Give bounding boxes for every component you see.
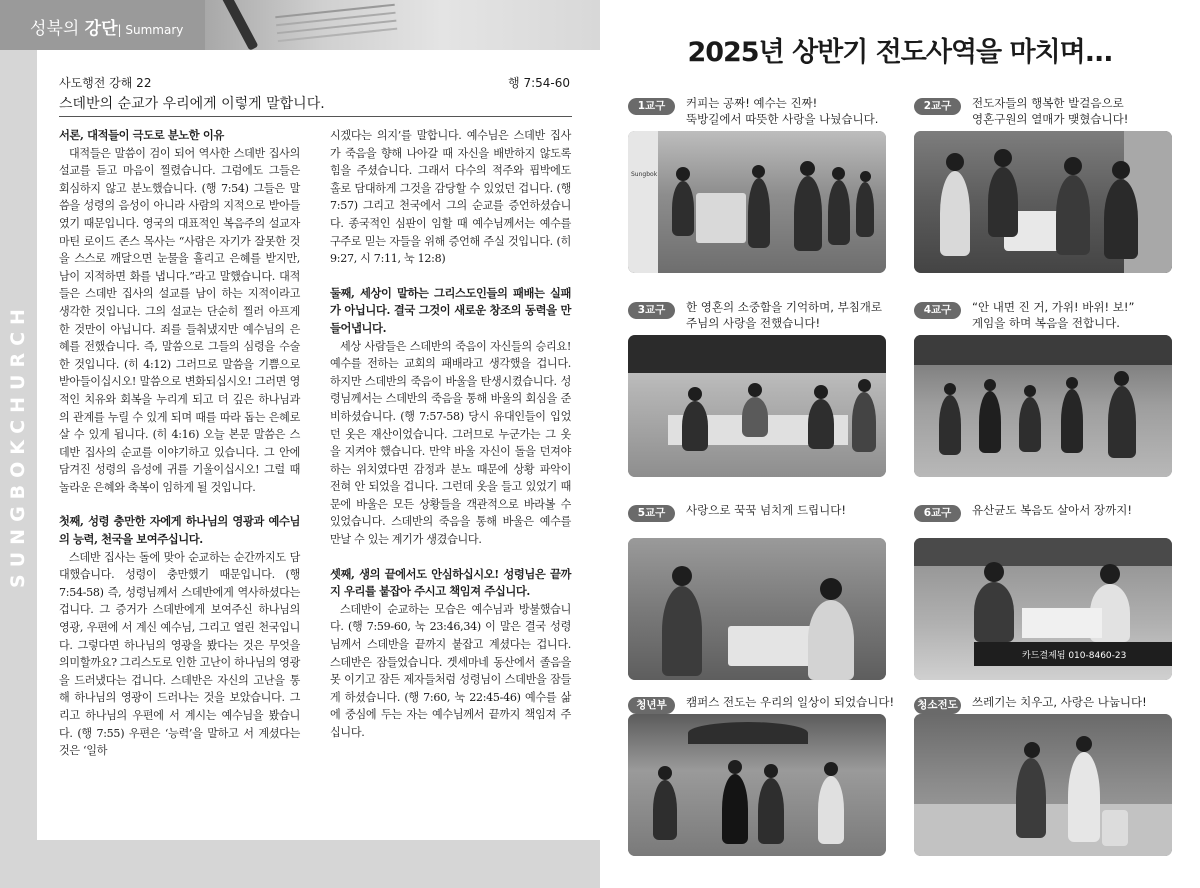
sermon-column-1 <box>59 127 300 760</box>
evangelism-card <box>628 299 886 477</box>
pancake-outreach-photo <box>628 335 886 477</box>
section-heading: 첫째, 성령 충만한 자에게 하나님의 영광과 예수님의 능력, 천국을 보여주십니다. <box>59 514 300 547</box>
umbrella <box>688 722 808 744</box>
section-heading: 서론, 대적들이 극도로 분노한 이유 <box>59 128 224 142</box>
food-sharing-photo <box>628 538 886 680</box>
page-header <box>0 0 600 50</box>
evangelism-card <box>914 694 1172 856</box>
yogurt-outreach-photo <box>914 538 1172 680</box>
district-badge: 2교구 <box>914 98 961 115</box>
sermon-column-2 <box>330 127 571 742</box>
street-outreach-photo <box>914 131 1172 273</box>
district-badge: 4교구 <box>914 302 961 319</box>
paragraph: 스데반이 순교하는 모습은 예수님과 방불했습니다. (행 7:59-60, 눅 23:46,34) 이 말은 결국 성령님께서 스데반을 끝까지 붙잡고 계셨다는 겁니다. 스데반은 잠들었습니다. 겟세마네 동산에서 졸음을 못 이기고 잠든 제자들처럼 성령님이 스데반을 잠들게 하셨습니다. (행 7:60, 눅 22:45-46) 예수를 삶에 중심에 두는 자는 예수님께서 끝까지 책임져 주십니다. <box>330 602 571 739</box>
section-heading: 셋째, 생의 끝에서도 안심하십시오! 성령님은 끝까지 우리를 붙잡아 주시고 책임져 주십니다. <box>330 566 571 599</box>
cleanup-outreach-photo <box>914 714 1172 856</box>
card-caption: 쓰레기는 치우고, 사랑은 나눕니다! <box>972 695 1147 709</box>
fountain-pen-photo <box>205 0 600 50</box>
district-badge: 청년부 <box>628 697 675 714</box>
payment-sign: 카드결제됨 010-8460-23 <box>974 642 1172 666</box>
evangelism-card <box>914 299 1172 477</box>
trash-bag <box>1102 810 1128 846</box>
sermon-summary <box>37 50 600 840</box>
district-badge: 1교구 <box>628 98 675 115</box>
divider <box>59 116 572 117</box>
pen-icon <box>222 0 259 50</box>
evangelism-card <box>628 694 895 856</box>
card-caption: 사랑으로 꾹꾹 넘치게 드립니다! <box>686 503 846 517</box>
paragraph-spacer <box>330 549 571 566</box>
district-badge: 청소전도 <box>914 697 961 714</box>
card-caption: 유산균도 복음도 살아서 장까지! <box>972 503 1132 517</box>
section-heading: 둘째, 세상이 말하는 그리스도인들의 패배는 실패가 아닙니다. 결국 그것이 새로운 창조의 동력을 만들어냅니다. <box>330 285 571 335</box>
church-banner: Sungbok <box>628 131 658 273</box>
scripture-reference: 행 7:54-60 <box>508 76 570 90</box>
evangelism-card <box>914 95 1172 273</box>
card-caption: 전도자들의 행복한 발걸음으로 영혼구원의 열매가 맺혔습니다! <box>972 96 1129 126</box>
tent-roof <box>628 335 886 373</box>
sermon-series: 사도행전 강해 22 <box>59 76 152 90</box>
card-caption: 캠퍼스 전도는 우리의 일상이 되었습니다! <box>686 695 895 709</box>
paragraph-spacer <box>330 268 571 285</box>
card-caption: 한 영혼의 소중함을 기억하며, 부침개로 주님의 사랑을 전했습니다! <box>686 300 883 330</box>
district-badge: 3교구 <box>628 302 675 319</box>
page-title: 2025년 상반기 전도사역을 마치며... <box>687 37 1113 68</box>
church-side-label: SUNGBOKCHURCH <box>7 302 29 588</box>
game-outreach-photo <box>914 335 1172 477</box>
evangelism-card <box>628 502 886 680</box>
card-caption: “안 내면 진 거, 가위! 바위! 보!” 게임을 하며 복음을 전합니다. <box>972 300 1135 330</box>
coffee-outreach-photo <box>628 131 886 273</box>
district-badge: 6교구 <box>914 505 961 522</box>
paragraph: 대적들은 말씀이 검이 되어 역사한 스데반 집사의 설교를 듣고 마음이 찔렸습니다. 그럼에도 그들은 회심하지 않고 분노했습니다. (행 7:54) 그들은 말씀을 성령의 음성이 아니라 사람의 지적으로 받아들였기 때문입니다. 영국의 대표적인 복음주의 설교자 마틴 로이드 존스 목사는 “사람은 자기가 잘못한 것을 스스로 깨달으면 눈물을 흘리고 은혜를 받지만, 남이 지적하면 화를 냅니다.”라고 말했습니다. 대적들은 스데반 집사의 설교를 남이 하는 지적이라고 생각한 것입니다. 그의 설교는 단순히 찔러 아프게 한 것만이 아닙니다. 죄를 들춰냈지만 예수님의 은혜를 전했습니다. 즉, 말씀으로 그들의 심령을 수술한 것입니다. (히 4:12) 그러므로 말씀을 기쁨으로 받아들이십시오! 말씀으로 변화되십시오! 그러면 영적인 치유와 회복을 누리게 되고 더 깊은 하나님과의 관계를 누릴 수 있게 되며 때를 따라 돕는 은혜로 살 수 있게 됩니다. (히 4:16) 오늘 본문 말씀은 스데반 집사의 순교를 이야기하고 있습니다. 그 안에 담겨진 성령의 음성에 귀를 기울이십시오! 그럴 때 놀라운 은혜와 축복이 임하게 될 것입니다. <box>59 146 300 494</box>
sermon-title: 스데반의 순교가 우리에게 이렇게 말합니다. <box>59 96 325 112</box>
campus-outreach-photo <box>628 714 886 856</box>
district-badge: 5교구 <box>628 505 675 522</box>
paragraph: 스데반 집사는 돌에 맞아 순교하는 순간까지도 담대했습니다. 성령이 충만했기 때문입니다. (행 7:54-58) 즉, 성령님께서 스데반에게 역사하셨다는 겁니다. 그 증거가 스데반에게 보여주신 하나님의 영광, 우편에 서 계신 예수님, 그리고 열린 천국입니다. 그렇다면 하나님의 영광을 봤다는 것은 무엇을 의미할까요? 그리스도로 인한 고난이 하나님의 영광을 드러냈다는 겁니다. 스데반은 자신의 고난을 통해 하나님의 영광이 드러나는 것을 보았습니다. 그리고 하나님의 우편에 서 계시는 예수님을 봤습니다. (행 7:55) 우편은 ‘능력’을 말하고 서 계셨다는 것은 ‘일하 <box>59 550 300 758</box>
paragraph: 세상 사람들은 스데반의 죽음이 자신들의 승리요! 예수를 전하는 교회의 패배라고 생각했을 겁니다. 하지만 스데반의 죽음이 바울을 탄생시켰습니다. 성령님께서는 스데반의 죽음을 통해 바울의 회심을 준비하셨습니다. (행 7:57-58) 당시 유대인들이 입었던 옷은 재산이었습니다. 그러므로 누군가는 그 옷을 지켜야 했습니다. 만약 바울 자신이 돌을 던져야 하는 위치였다면 감정과 분노 때문에 상황 파악이 전혀 안 되었을 겁니다. 그런데 옷을 들고 있었기 때문에 바울은 모든 상황들을 객관적으로 바라볼 수 있었습니다. 스데반의 죽음을 통해 바울은 예수를 만날 수 있는 계기가 생겼습니다. <box>330 339 571 547</box>
section-title: 성북의 강단| Summary <box>30 19 184 39</box>
card-caption: 커피는 공짜! 예수는 진짜! 뚝방길에서 따뜻한 사랑을 나눴습니다. <box>686 96 879 126</box>
paragraph-spacer <box>59 496 300 513</box>
evangelism-card <box>914 502 1172 680</box>
paragraph: 시겠다는 의지’를 말합니다. 예수님은 스데반 집사가 죽음을 향해 나아갈 때 자신을 배반하지 않도록 힘을 주셨습니다. 그래서 다수의 적주와 핍박에도 홀로 담대하게 그것을 감당할 수 있었던 겁니다. (행 7:57) 그리고 천국에서 그의 순교를 증언하셨습니다. 종국적인 심판이 임할 때 예수님께서는 예수를 구주로 믿는 자들을 위해 증언해 주실 것입니다. (히 9:27, 시 7:11, 눅 12:8) <box>330 129 571 266</box>
evangelism-card <box>628 95 886 273</box>
evangelism-page <box>600 0 1200 888</box>
coffee-cart <box>696 193 746 243</box>
